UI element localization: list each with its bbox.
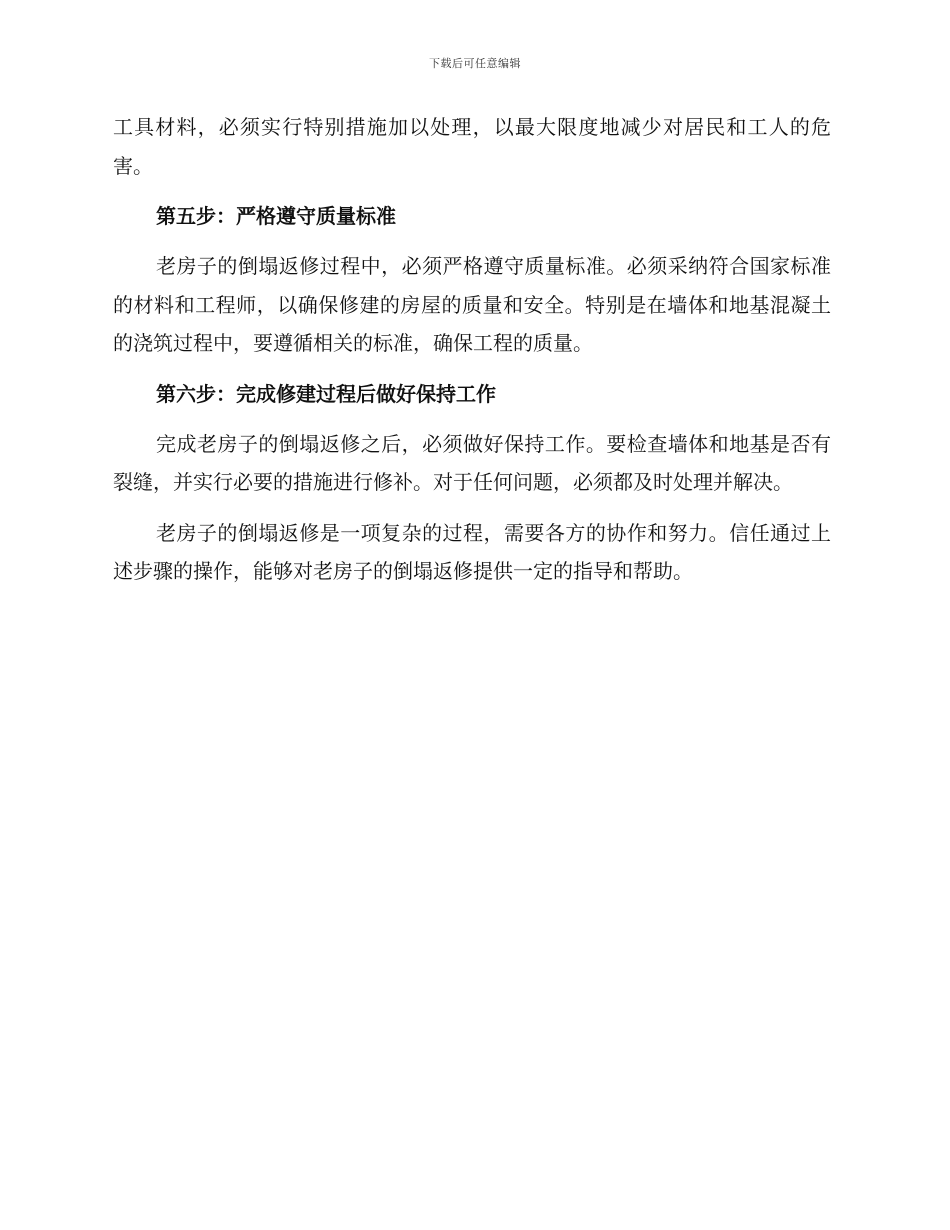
step6-paragraph: 完成老房子的倒塌返修之后，必须做好保持工作。要检查墙体和地基是否有裂缝，并实行必要的措施进行修补。对于任何问题，必须都及时处理并解决。 <box>113 431 831 494</box>
conclusion-paragraph: 老房子的倒塌返修是一项复杂的过程，需要各方的协作和努力。信任通过上述步骤的操作，能够对老房子的倒塌返修提供一定的指导和帮助。 <box>113 520 831 583</box>
step5-heading: 第五步：严格遵守质量标准 <box>156 204 396 228</box>
document-body <box>113 108 831 603</box>
continued-paragraph: 工具材料，必须实行特别措施加以处理，以最大限度地减少对居民和工人的危害。 <box>113 115 831 178</box>
step6-heading: 第六步：完成修建过程后做好保持工作 <box>156 381 496 406</box>
page-header: 下载后可任意编辑 <box>429 57 521 70</box>
step5-paragraph: 老房子的倒塌返修过程中，必须严格遵守质量标准。必须采纳符合国家标准的材料和工程师，以确保修建的房屋的质量和安全。特别是在墙体和地基混凝土的浇筑过程中，要遵循相关的标准，确保工程的质量。 <box>113 254 831 355</box>
